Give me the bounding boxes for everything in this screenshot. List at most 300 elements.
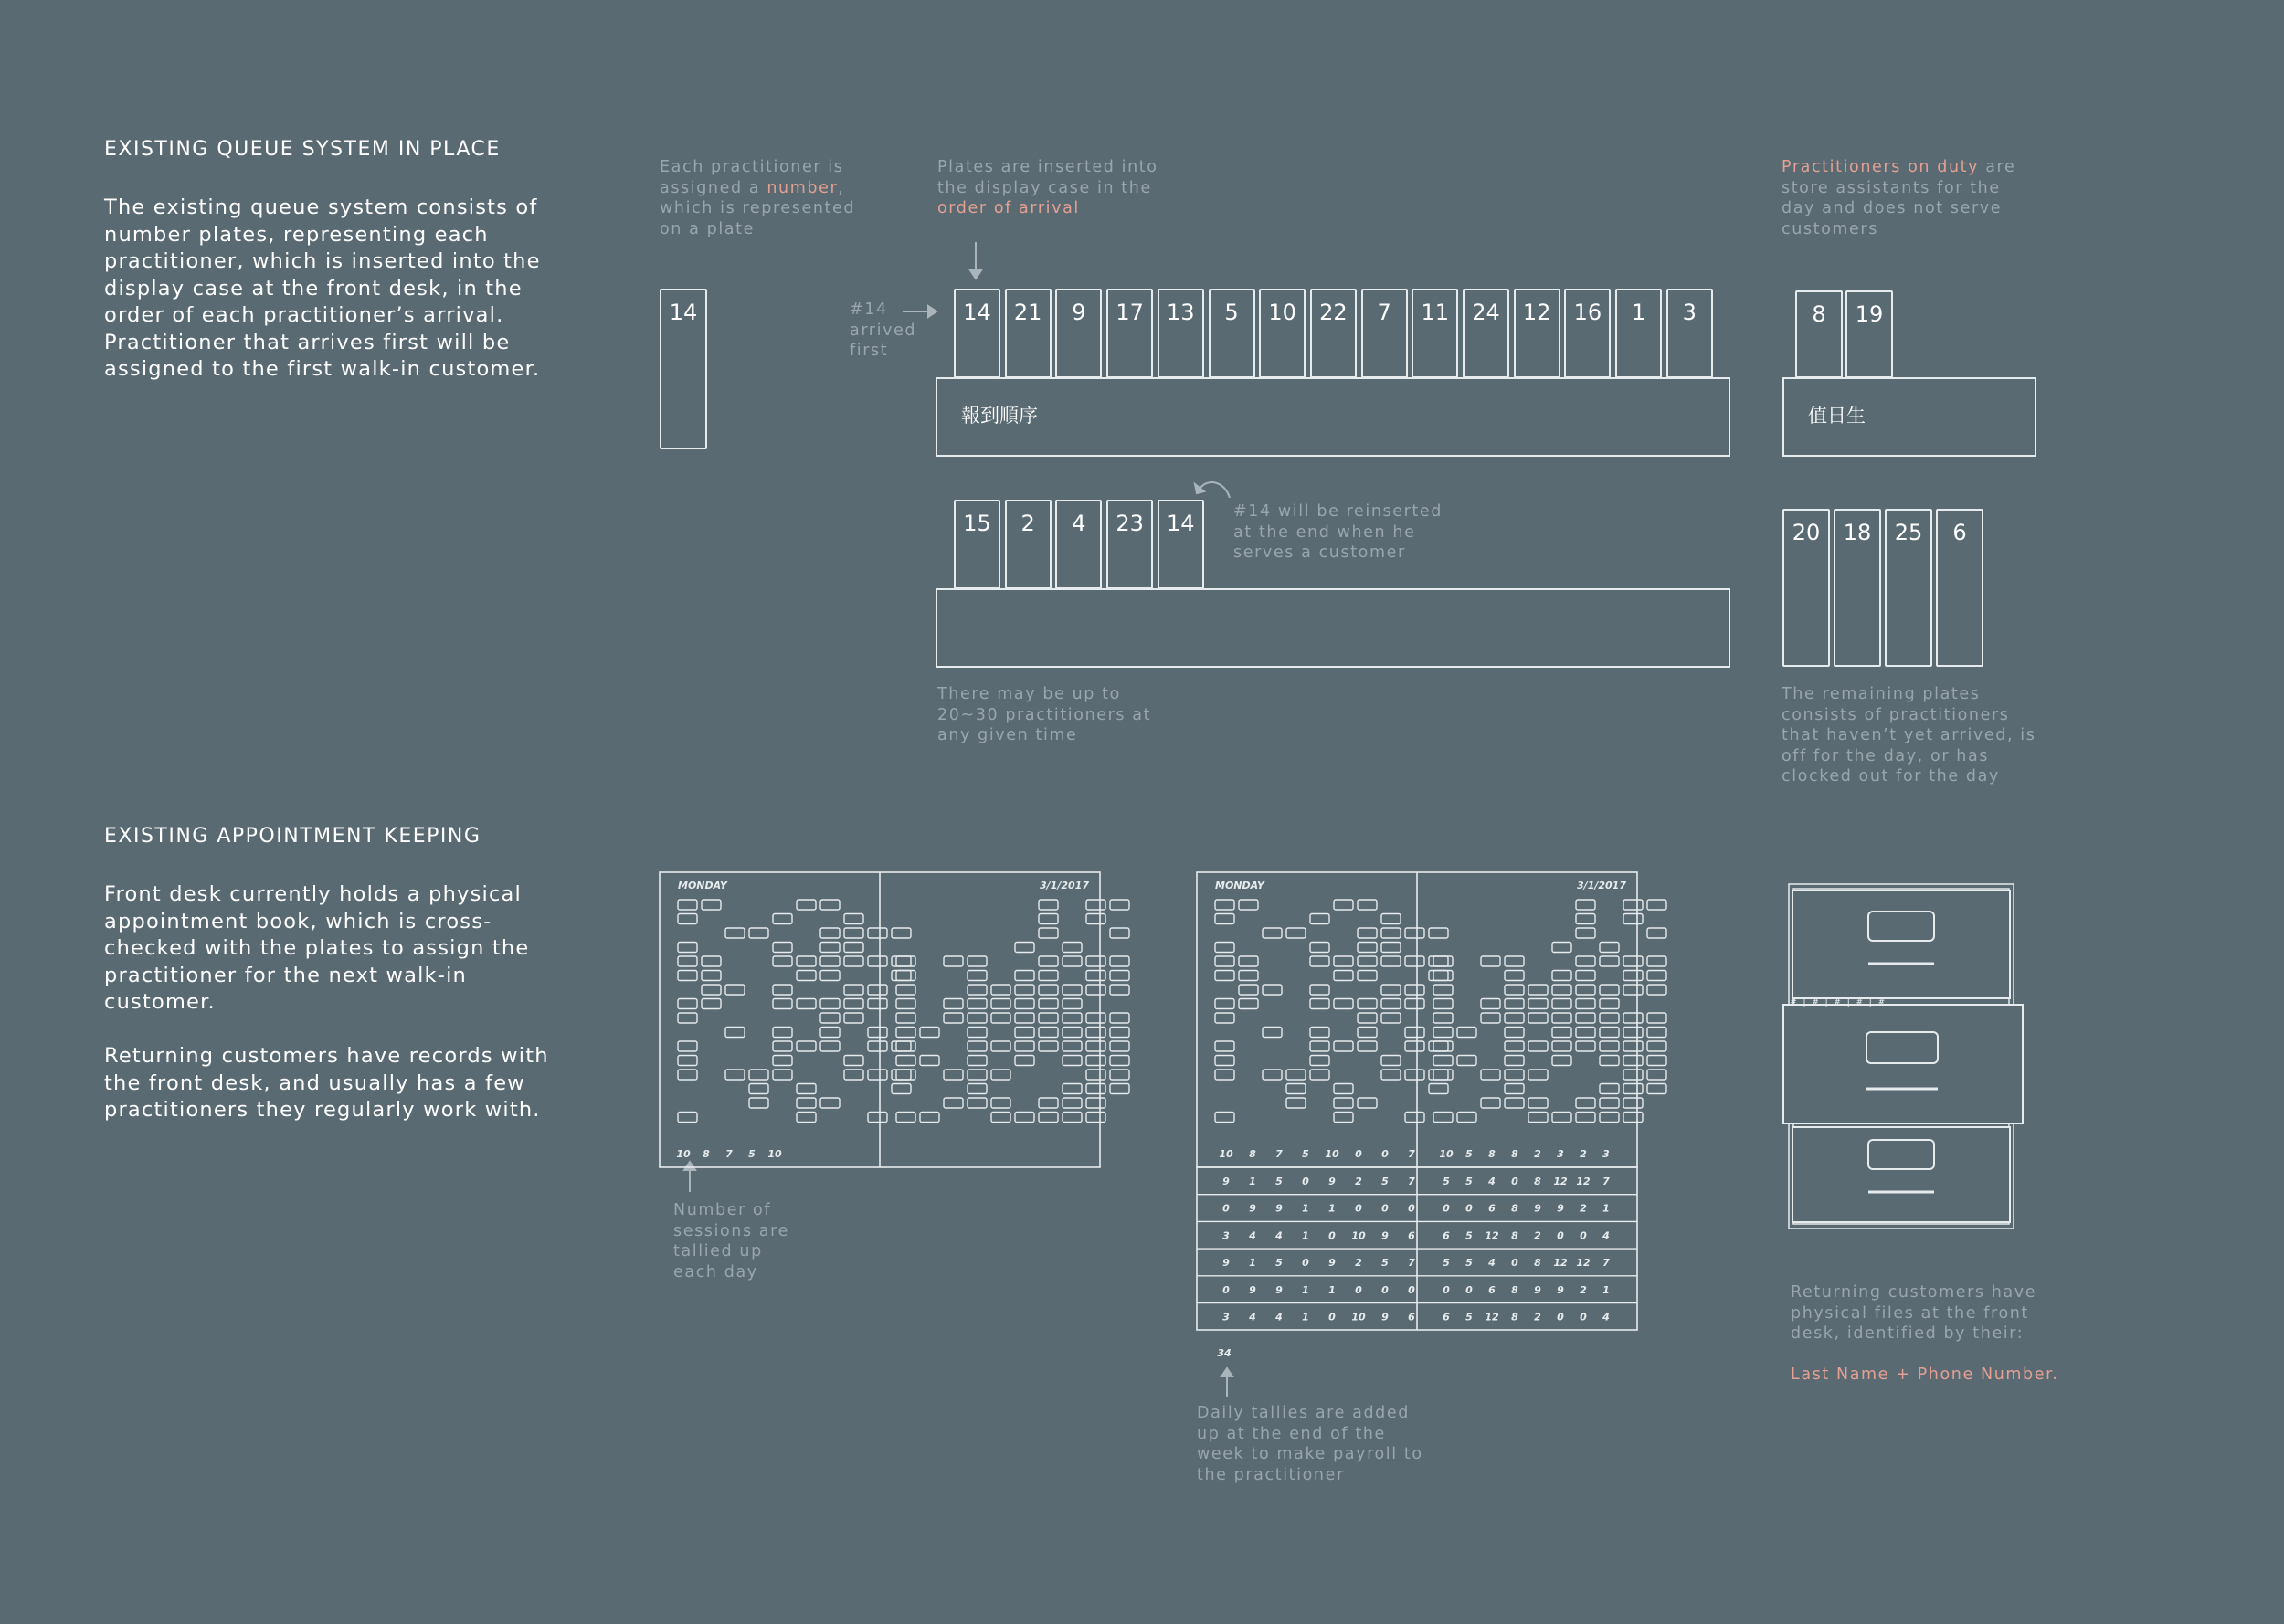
book1-right-appointment-slot	[1015, 1028, 1034, 1038]
book1-right-appointment-slot	[1039, 956, 1058, 966]
book1-right-appointment-slot	[1110, 1013, 1129, 1023]
book1-right-appointment-slot	[896, 1041, 915, 1051]
book2-right-appointment-slot	[1623, 971, 1643, 981]
serving-plate-14: 14	[1158, 500, 1204, 589]
weekly-left-value: 1	[1302, 1202, 1309, 1215]
book1-right-appointment-slot	[1063, 999, 1082, 1009]
weekly-left-value: 7	[1408, 1176, 1415, 1187]
book2-right-appointment-slot	[1505, 1056, 1524, 1066]
book1-right-appointment-slot	[1039, 999, 1058, 1009]
book2-right-appointment-slot	[1647, 985, 1666, 995]
book2-left-appointment-slot	[1358, 1098, 1377, 1108]
weekly-right-value: 9	[1534, 1202, 1541, 1215]
book2-right-appointment-slot	[1505, 999, 1524, 1009]
book1-right-appointment-slot	[944, 1013, 963, 1023]
book2-right-appointment-slot	[1576, 971, 1595, 981]
queue-heading: EXISTING QUEUE SYSTEM IN PLACE	[104, 138, 501, 161]
book2-right-appointment-slot	[1576, 914, 1595, 924]
book1-right-appointment-slot	[1039, 971, 1058, 981]
weekly-left-value: 6	[1408, 1229, 1415, 1242]
book1-right-appointment-slot	[991, 1098, 1010, 1108]
book2-right-appointment-slot	[1528, 985, 1548, 995]
book2-left-appointment-slot	[1286, 1098, 1306, 1108]
book2-right-appointment-slot	[1623, 914, 1643, 924]
book1-right-appointment-slot	[896, 999, 915, 1009]
arrival-plate-10: 10	[1259, 289, 1306, 378]
book2-left-appointment-slot	[1334, 1098, 1353, 1108]
book1-right-appointment-slot	[1063, 1013, 1082, 1023]
serving-plate-2: 2	[1005, 500, 1052, 589]
book2-left-appointment-slot	[1310, 1070, 1329, 1080]
book2-tally-right: 3	[1602, 1148, 1610, 1160]
book1-left-appointment-slot	[678, 956, 697, 966]
book1-right-appointment-slot	[968, 1098, 987, 1108]
appointment-description-2: Returning customers have records with the front desk, and usually has a few practitioners they regularly work with.	[104, 1044, 549, 1122]
book2-left-appointment-slot	[1263, 1070, 1282, 1080]
weekly-left-value: 0	[1302, 1257, 1309, 1270]
book2-left-appointment-slot	[1239, 985, 1258, 995]
weekly-right-value: 8	[1511, 1229, 1518, 1242]
book2-right-appointment-slot	[1552, 1056, 1571, 1066]
book1-book-date: 3/1/2017	[1040, 880, 1089, 891]
arrival-plate-14: 14	[954, 289, 1000, 378]
book1-left-appointment-slot	[725, 1070, 745, 1080]
drawer-top[interactable]	[1792, 891, 2010, 998]
book2-right-appointment-slot	[1623, 900, 1643, 910]
book1-right-appointment-slot	[968, 1056, 987, 1066]
book1-left-appointment-slot	[820, 1098, 840, 1108]
file-cabinet	[1783, 884, 2023, 1229]
book1-right-appointment-slot	[991, 1113, 1010, 1123]
book1-right-appointment-slot	[1086, 985, 1105, 995]
book2-left-appointment-slot	[1381, 914, 1401, 924]
book2-right-appointment-slot	[1600, 943, 1619, 953]
book2-right-appointment-slot	[1600, 999, 1619, 1009]
book1-left-appointment-slot	[844, 1013, 863, 1023]
book1-right-appointment-slot	[1110, 900, 1129, 910]
book2-left-appointment-slot	[1215, 900, 1234, 910]
arrival-plate-9: 9	[1055, 289, 1102, 378]
book2-left-appointment-slot	[1381, 1070, 1401, 1080]
weekly-right-value: 5	[1465, 1229, 1473, 1242]
weekly-right-value: 0	[1443, 1283, 1450, 1296]
weekly-left-value: 6	[1408, 1311, 1415, 1323]
book2-left-appointment-slot	[1358, 900, 1377, 910]
weekly-right-value: 8	[1534, 1176, 1541, 1187]
book2-tally-left: 10	[1219, 1148, 1233, 1160]
weekly-left-value: 0	[1328, 1229, 1336, 1242]
book1-left-appointment-slot	[844, 943, 863, 953]
book2-left-appointment-slot	[1429, 1084, 1448, 1094]
weekly-right-value: 8	[1511, 1283, 1518, 1296]
book2-right-appointment-slot	[1623, 985, 1643, 995]
book1-left-appointment-slot	[773, 985, 792, 995]
book1-right-appointment-slot	[968, 999, 987, 1009]
book2-left-appointment-slot	[1358, 1041, 1377, 1051]
book2-right-appointment-slot	[1528, 1098, 1548, 1108]
weekly-left-value: 9	[1381, 1311, 1389, 1323]
book2-right-appointment-slot	[1576, 928, 1595, 938]
book2-right-appointment-slot	[1505, 1028, 1524, 1038]
book2-tally-left: 7	[1275, 1148, 1283, 1160]
book1-right-appointment-slot	[1086, 1013, 1105, 1023]
book2-left-appointment-slot	[1429, 1041, 1448, 1051]
book1-right-appointment-slot	[896, 971, 915, 981]
book2-left-appointment-slot	[1429, 956, 1448, 966]
book1-right-appointment-slot	[1039, 914, 1058, 924]
weekly-left-value: 9	[1222, 1176, 1230, 1187]
book2-right-appointment-slot	[1647, 1070, 1666, 1080]
book1-left-appointment-slot	[678, 943, 697, 953]
book2-right-appointment-slot	[1505, 985, 1524, 995]
book2-left-appointment-slot	[1381, 943, 1401, 953]
book1-left-appointment-slot	[678, 999, 697, 1009]
book2-tally-left: 0	[1381, 1148, 1389, 1160]
note-payroll: Daily tallies are added up at the end of the week to make payroll to the practitioner	[1197, 1404, 1423, 1484]
book2-right-appointment-slot	[1505, 1041, 1524, 1051]
book1-left-appointment-slot	[820, 900, 840, 910]
book2-tally-left: 10	[1325, 1148, 1339, 1160]
book1-right-appointment-slot	[1063, 1041, 1082, 1051]
note-plate-highlight: number	[767, 178, 839, 197]
book2-right-appointment-slot	[1600, 1084, 1619, 1094]
weekly-left-value: 0	[1408, 1283, 1415, 1296]
book1-left-appointment-slot	[797, 1084, 816, 1094]
weekly-left-value: 9	[1328, 1257, 1336, 1270]
book1-left-appointment-slot	[844, 985, 863, 995]
book2-right-appointment-slot	[1600, 1041, 1619, 1051]
book1-left-appointment-slot	[773, 1070, 792, 1080]
book2-left-appointment-slot	[1405, 1113, 1424, 1123]
weekly-right-value: 0	[1557, 1229, 1564, 1242]
drawer-bottom[interactable]	[1792, 1127, 2010, 1222]
book1-right-appointment-slot	[1039, 1113, 1058, 1123]
book2-right-appointment-slot	[1481, 1098, 1500, 1108]
book2-left-appointment-slot	[1429, 971, 1448, 981]
note-duty-highlight: Practitioners on duty	[1782, 158, 1980, 176]
book1-left-appointment-slot	[820, 1013, 840, 1023]
book2-left-appointment-slot	[1310, 985, 1329, 995]
book2-right-appointment-slot	[1576, 985, 1595, 995]
book2-right-appointment-slot	[1647, 956, 1666, 966]
weekly-left-value: 2	[1355, 1257, 1362, 1270]
arrival-plate-1: 1	[1615, 289, 1662, 378]
weekly-left-value: 0	[1408, 1202, 1415, 1215]
note-plate-text-b: , which is represented on a plate	[660, 178, 856, 238]
book2-right-appointment-slot	[1600, 956, 1619, 966]
book1-right-appointment-slot	[1063, 956, 1082, 966]
weekly-right-value: 6	[1488, 1283, 1496, 1296]
book2-left-appointment-slot	[1239, 956, 1258, 966]
weekly-left-value: 5	[1275, 1257, 1283, 1270]
book2-tally-left: 0	[1355, 1148, 1362, 1160]
weekly-right-value: 8	[1534, 1257, 1541, 1270]
book1-left-appointment-slot	[820, 943, 840, 953]
book2-left-appointment-slot	[1286, 1070, 1306, 1080]
weekly-left-value: 0	[1328, 1311, 1336, 1323]
book2-right-appointment-slot	[1457, 1056, 1476, 1066]
book2-left-appointment-slot	[1405, 928, 1424, 938]
book2-right-appointment-slot	[1528, 999, 1548, 1009]
book1-left-appointment-slot	[892, 928, 911, 938]
book1-left-appointment-slot	[844, 914, 863, 924]
book1-right-appointment-slot	[1086, 1041, 1105, 1051]
weekly-right-value: 12	[1576, 1257, 1591, 1270]
book1-right-appointment-slot	[1015, 985, 1034, 995]
book1-tally: 5	[748, 1148, 756, 1160]
book1-right-appointment-slot	[991, 1070, 1010, 1080]
book1-right-appointment-slot	[896, 985, 915, 995]
book1-right-appointment-slot	[1110, 928, 1129, 938]
book1-left-appointment-slot	[892, 1041, 911, 1051]
book2-tally-right: 8	[1511, 1148, 1518, 1160]
duty-case-label: 值日生	[1808, 405, 1866, 427]
weekly-left-value: 4	[1249, 1229, 1256, 1242]
book2-right-appointment-slot	[1433, 1056, 1453, 1066]
book1-left-appointment-slot	[797, 1098, 816, 1108]
weekly-right-value: 7	[1602, 1176, 1610, 1187]
book1-right-appointment-slot	[1110, 956, 1129, 966]
book1-left-appointment-slot	[892, 1070, 911, 1080]
book1-right-appointment-slot	[896, 1113, 915, 1123]
book1-left-appointment-slot	[868, 928, 887, 938]
book1-right-appointment-slot	[920, 1028, 939, 1038]
book2-right-appointment-slot	[1647, 971, 1666, 981]
book1-left-appointment-slot	[820, 956, 840, 966]
book1-book-day: MONDAY	[678, 880, 727, 891]
book2-right-appointment-slot	[1623, 1056, 1643, 1066]
weekly-left-value: 0	[1222, 1202, 1230, 1215]
book1-left-appointment-slot	[749, 1070, 768, 1080]
book2-left-appointment-slot	[1334, 900, 1353, 910]
book2-right-appointment-slot	[1505, 956, 1524, 966]
weekly-right-value: 0	[1557, 1311, 1564, 1323]
book2-right-appointment-slot	[1623, 1041, 1643, 1051]
book1-left-appointment-slot	[773, 1028, 792, 1038]
book2-right-appointment-slot	[1552, 943, 1571, 953]
weekly-left-value: 1	[1249, 1257, 1256, 1270]
book2-left-appointment-slot	[1310, 943, 1329, 953]
book2-right-appointment-slot	[1552, 999, 1571, 1009]
book2-right-appointment-slot	[1552, 971, 1571, 981]
book2-right-appointment-slot	[1623, 1084, 1643, 1094]
weekly-left-value: 4	[1275, 1311, 1283, 1323]
book1-right-appointment-slot	[1063, 1028, 1082, 1038]
note-capacity: There may be up to 20~30 practitioners at any given time	[937, 685, 1152, 744]
book1-left-appointment-slot	[797, 900, 816, 910]
book1-right-appointment-slot	[1110, 1041, 1129, 1051]
book1-left-appointment-slot	[678, 1070, 697, 1080]
book1-right-appointment-slot	[1015, 1113, 1034, 1123]
duty-plate-19: 19	[1845, 290, 1893, 378]
weekly-left-value: 0	[1355, 1283, 1362, 1296]
arrival-plate-17: 17	[1106, 289, 1153, 378]
weekly-left-value: 5	[1381, 1176, 1389, 1187]
book1-right-appointment-slot	[1086, 971, 1105, 981]
book2-right-appointment-slot	[1433, 1113, 1453, 1123]
weekly-left-value: 9	[1381, 1229, 1389, 1242]
book2-left-appointment-slot	[1334, 1113, 1353, 1123]
book1-right-appointment-slot	[1015, 1013, 1034, 1023]
book2-right-appointment-slot	[1600, 1013, 1619, 1023]
book2-right-appointment-slot	[1552, 1113, 1571, 1123]
book1-right-appointment-slot	[1110, 1056, 1129, 1066]
book1-right-appointment-slot	[1039, 928, 1058, 938]
book2-right-appointment-slot	[1457, 1028, 1476, 1038]
weekly-right-value: 4	[1488, 1176, 1496, 1187]
book1-right-appointment-slot	[1063, 943, 1082, 953]
book2-left-appointment-slot	[1263, 985, 1282, 995]
weekly-left-value: 0	[1302, 1176, 1309, 1187]
book2-left-appointment-slot	[1381, 1056, 1401, 1066]
remaining-plate-18: 18	[1834, 509, 1881, 667]
book1-right-appointment-slot	[1110, 1084, 1129, 1094]
weekly-left-value: 0	[1222, 1283, 1230, 1296]
weekly-left-value: 1	[1302, 1311, 1309, 1323]
book1-tally: 10	[767, 1148, 782, 1160]
book2-left-appointment-slot	[1334, 1041, 1353, 1051]
book2-left-appointment-slot	[1429, 1070, 1448, 1080]
book1-left-appointment-slot	[678, 900, 697, 910]
book1-right-appointment-slot	[896, 1028, 915, 1038]
book2-tally-right: 2	[1580, 1148, 1587, 1160]
book1-right-appointment-slot	[944, 1070, 963, 1080]
weekly-right-value: 5	[1465, 1257, 1473, 1270]
note-files: Returning customers have physical files at the front desk, identified by their:	[1791, 1283, 2037, 1343]
file-tabs: # | # | # | # | #	[1791, 997, 1885, 1007]
book2-left-appointment-slot	[1215, 1113, 1234, 1123]
book2-right-appointment-slot	[1623, 1013, 1643, 1023]
weekly-left-value: 9	[1328, 1176, 1336, 1187]
book1-left-appointment-slot	[773, 1056, 792, 1066]
book2-right-appointment-slot	[1576, 999, 1595, 1009]
book1-left-appointment-slot	[868, 956, 887, 966]
book1-right-appointment-slot	[1063, 985, 1082, 995]
book1-right-appointment-slot	[944, 956, 963, 966]
book1-left-appointment-slot	[892, 1084, 911, 1094]
book1-right-appointment-slot	[944, 1098, 963, 1108]
book2-left-appointment-slot	[1358, 999, 1377, 1009]
arrival-plate-22: 22	[1310, 289, 1357, 378]
arrow-up-head-2	[1221, 1368, 1232, 1376]
book2-right-appointment-slot	[1576, 1028, 1595, 1038]
weekly-left-value: 10	[1351, 1229, 1366, 1242]
book2-right-appointment-slot	[1600, 985, 1619, 995]
book2-left-appointment-slot	[1310, 1028, 1329, 1038]
files-identifier: Last Name + Phone Number.	[1791, 1366, 2059, 1384]
book1-tally: 10	[676, 1148, 691, 1160]
sample-plate: 14	[660, 289, 707, 449]
book1-left-appointment-slot	[702, 999, 721, 1009]
book2-right-appointment-slot	[1623, 1028, 1643, 1038]
note-reinsert: #14 will be reinserted at the end when he serves a customer	[1233, 502, 1443, 562]
book1-left-appointment-slot	[868, 1113, 887, 1123]
book1-left-appointment-slot	[773, 999, 792, 1009]
book2-left-appointment-slot	[1215, 956, 1234, 966]
book1-left-appointment-slot	[844, 928, 863, 938]
book2-left-appointment-slot	[1381, 1013, 1401, 1023]
book2-right-appointment-slot	[1433, 956, 1453, 966]
book2-left-appointment-slot	[1405, 1070, 1424, 1080]
book2-right-appointment-slot	[1623, 1113, 1643, 1123]
book2-right-appointment-slot	[1576, 1013, 1595, 1023]
weekly-left-value: 9	[1249, 1283, 1256, 1296]
book1-left-appointment-slot	[725, 928, 745, 938]
book1-right-appointment-slot	[1039, 1098, 1058, 1108]
book1-left-appointment-slot	[868, 1028, 887, 1038]
book2-left-appointment-slot	[1334, 1084, 1353, 1094]
book2-left-appointment-slot	[1263, 928, 1282, 938]
book2-tally-right: 5	[1465, 1148, 1473, 1160]
weekly-right-value: 5	[1465, 1176, 1473, 1187]
book1-left-appointment-slot	[749, 928, 768, 938]
book1-left-appointment-slot	[892, 971, 911, 981]
book1-right-appointment-slot	[896, 956, 915, 966]
book2-right-appointment-slot	[1505, 1013, 1524, 1023]
book1-left-appointment-slot	[820, 1041, 840, 1051]
book1-right-appointment-slot	[1086, 1056, 1105, 1066]
weekly-right-value: 5	[1443, 1257, 1450, 1270]
book1-right-appointment-slot	[968, 1084, 987, 1094]
book2-right-appointment-slot	[1433, 985, 1453, 995]
book1-right-appointment-slot	[1086, 1070, 1105, 1080]
book1-right-appointment-slot	[968, 985, 987, 995]
arrival-plate-16: 16	[1564, 289, 1611, 378]
book2-left-appointment-slot	[1358, 928, 1377, 938]
book2-left-appointment-slot	[1310, 956, 1329, 966]
weekly-right-value: 12	[1553, 1257, 1568, 1270]
book2-right-appointment-slot	[1433, 971, 1453, 981]
arrival-plate-21: 21	[1005, 289, 1052, 378]
arrow-curve	[1200, 482, 1230, 498]
book2-left-appointment-slot	[1429, 928, 1448, 938]
book1-left-appointment-slot	[678, 914, 697, 924]
book1-right-appointment-slot	[1015, 999, 1034, 1009]
book2-left-appointment-slot	[1334, 999, 1353, 1009]
weekly-right-value: 4	[1488, 1257, 1496, 1270]
book2-right-appointment-slot	[1576, 1113, 1595, 1123]
weekly-left-value: 10	[1351, 1311, 1366, 1323]
week-total: 34	[1217, 1347, 1232, 1359]
weekly-left-value: 9	[1275, 1283, 1283, 1296]
book2-right-appointment-slot	[1576, 1041, 1595, 1051]
book1-right-appointment-slot	[968, 1013, 987, 1023]
book2-left-appointment-slot	[1215, 943, 1234, 953]
book1-right-appointment-slot	[991, 985, 1010, 995]
book2-left-appointment-slot	[1215, 914, 1234, 924]
weekly-right-value: 2	[1534, 1229, 1541, 1242]
book1-right-appointment-slot	[991, 1013, 1010, 1023]
book1-right-appointment-slot	[1110, 985, 1129, 995]
remaining-plate-6: 6	[1936, 509, 1983, 667]
book1-right-appointment-slot	[1015, 1041, 1034, 1051]
book1-right-appointment-slot	[1086, 900, 1105, 910]
book2-left-appointment-slot	[1286, 1084, 1306, 1094]
book2-tally-right: 10	[1439, 1148, 1454, 1160]
book2-left-appointment-slot	[1358, 1013, 1377, 1023]
book1-right-appointment-slot	[968, 1028, 987, 1038]
weekly-left-value: 9	[1275, 1202, 1283, 1215]
weekly-right-value: 9	[1557, 1283, 1564, 1296]
book2-right-appointment-slot	[1576, 1098, 1595, 1108]
weekly-right-value: 5	[1465, 1311, 1473, 1323]
appointment-heading: EXISTING APPOINTMENT KEEPING	[104, 825, 481, 848]
book2-right-appointment-slot	[1647, 1028, 1666, 1038]
book1-left-appointment-slot	[725, 1028, 745, 1038]
weekly-right-value: 12	[1576, 1176, 1591, 1187]
book2-left-appointment-slot	[1381, 928, 1401, 938]
serving-plate-23: 23	[1106, 500, 1153, 589]
